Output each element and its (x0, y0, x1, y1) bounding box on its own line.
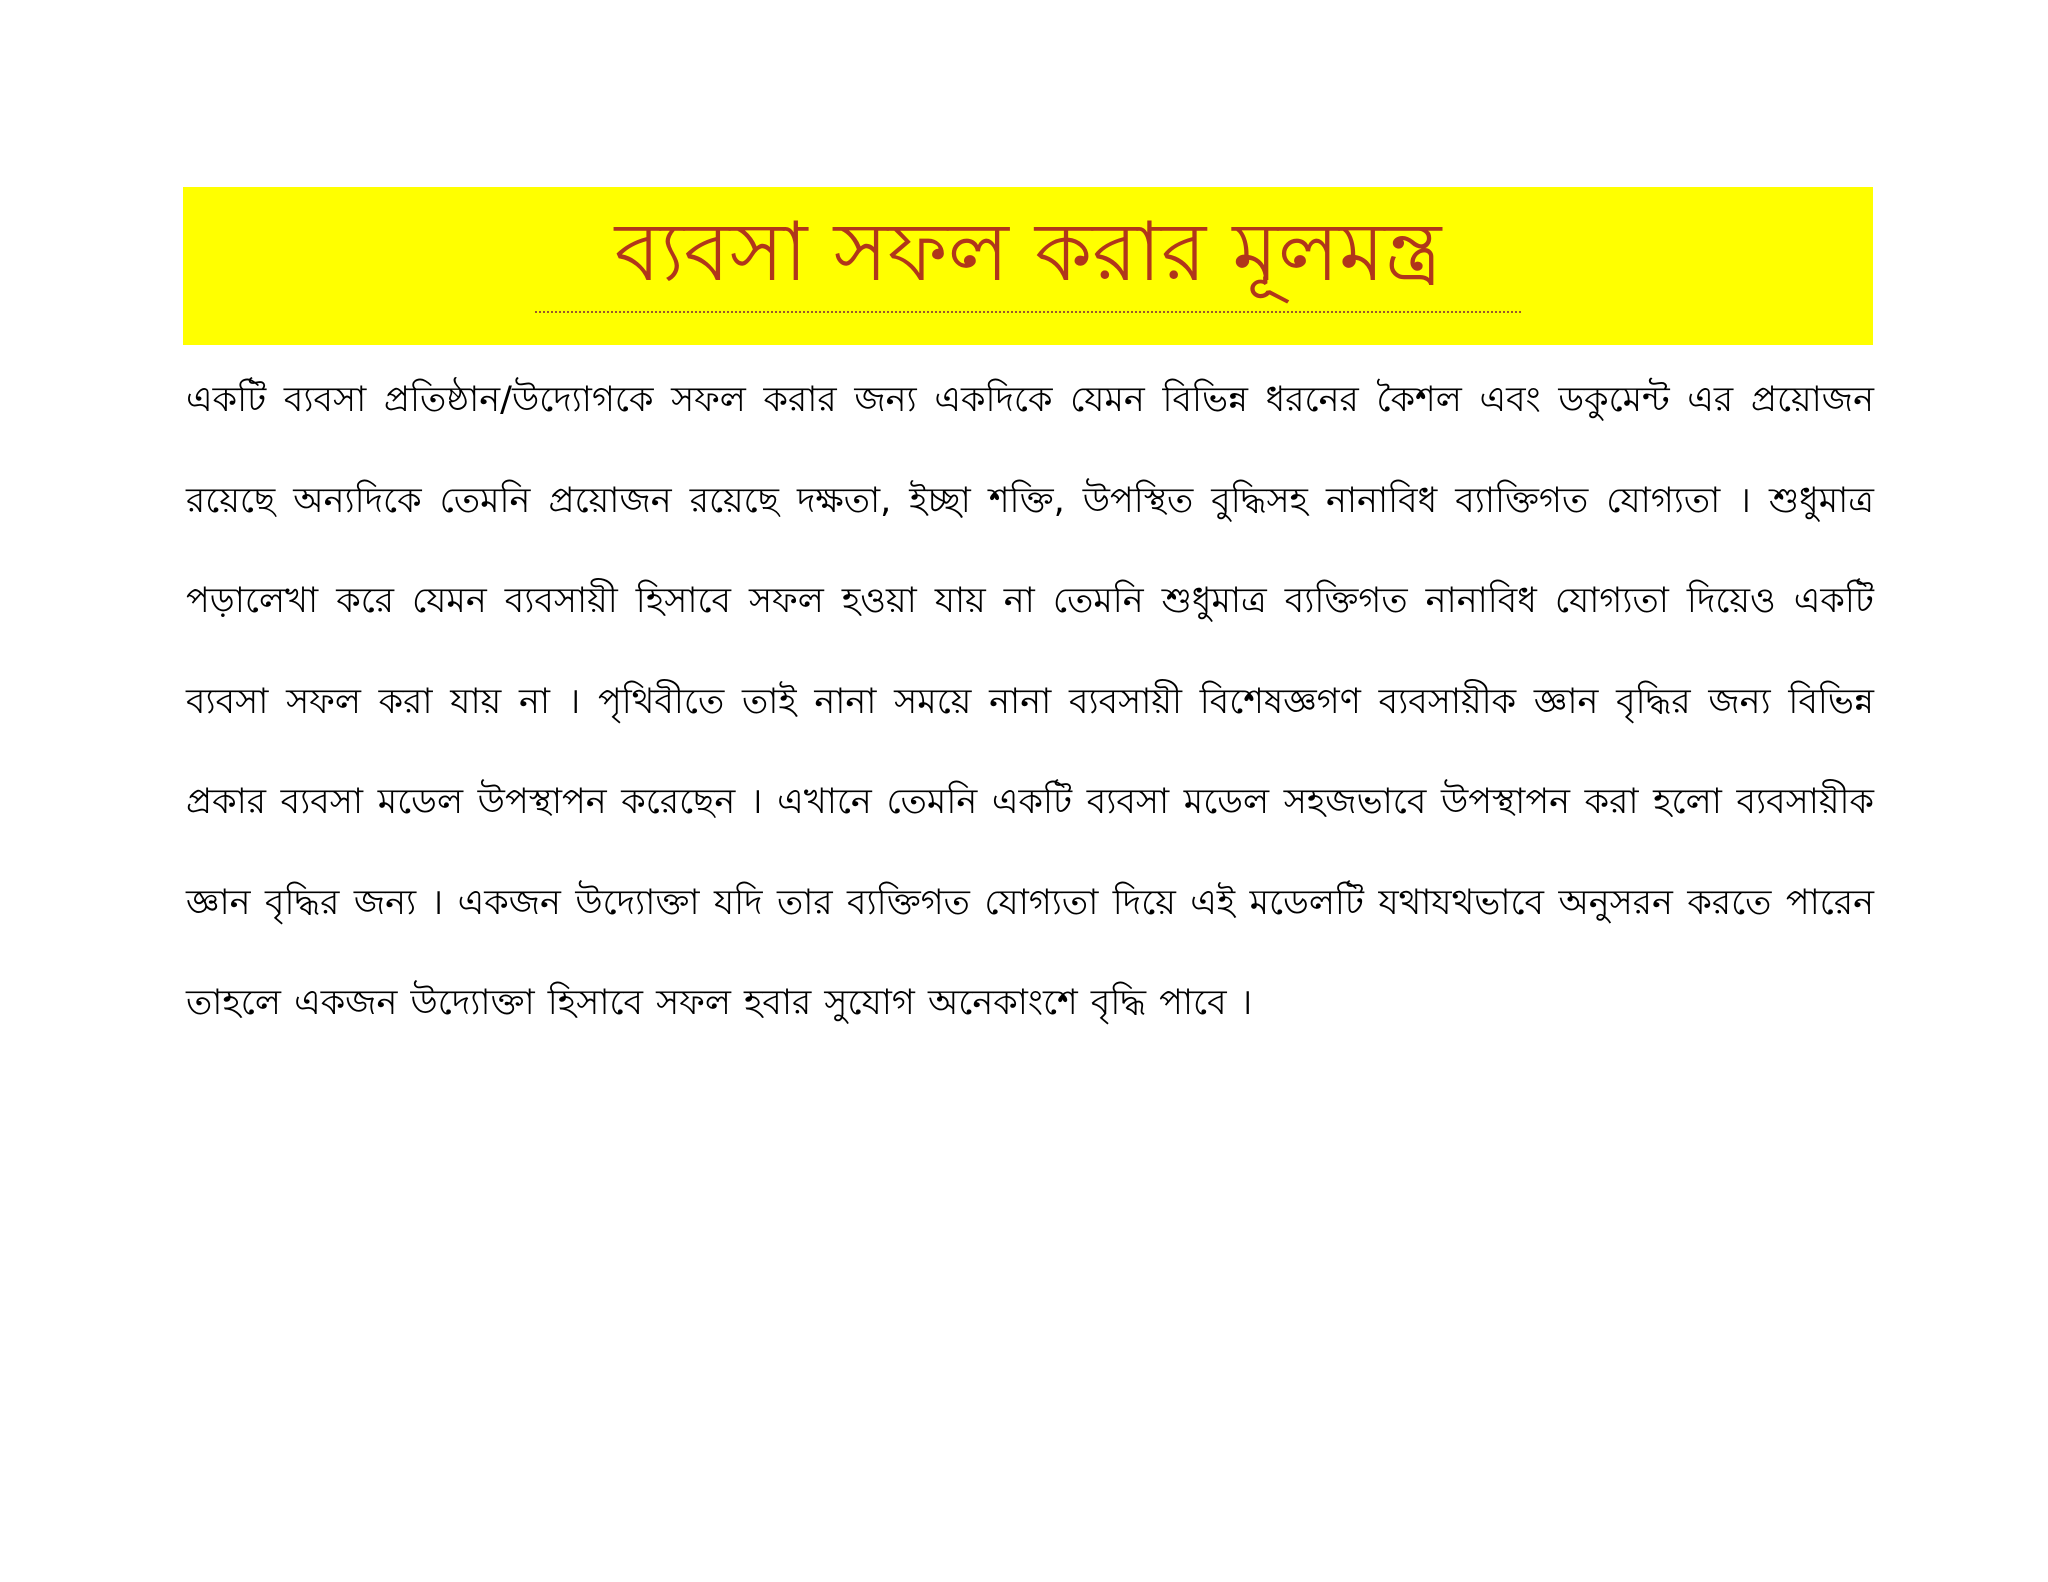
title-banner (183, 187, 1873, 345)
page-title: ব্যবসা সফল করার মূলমন্ত্র (614, 205, 1442, 300)
body-paragraph: একটি ব্যবসা প্রতিষ্ঠান/উদ্যোগকে সফল করার জন্য একদিকে যেমন বিভিন্ন ধরনের কৈশল এবং ডকুমেন্ট এর প্রয়োজন রয়েছে অন্যদিকে তেমনি প্রয়োজন রয়েছে দক্ষতা, ইচ্ছা শক্তি, উপস্থিত বুদ্ধিসহ নানাবিধ ব্যাক্তিগত যোগ্যতা । শুধুমাত্র পড়ালেখা করে যেমন ব্যবসায়ী হিসাবে সফল হওয়া যায় না তেমনি শুধুমাত্র ব্যক্তিগত নানাবিধ যোগ্যতা দিয়েও একটি ব্যবসা সফল করা যায় না । পৃথিবীতে তাই নানা সময়ে নানা ব্যবসায়ী বিশেষজ্ঞগণ ব্যবসায়ীক জ্ঞান বৃদ্ধির জন্য বিভিন্ন প্রকার ব্যবসা মডেল উপস্থাপন করেছেন । এখানে তেমনি একটি ব্যবসা মডেল সহজভাবে উপস্থাপন করা হলো ব্যবসায়ীক জ্ঞান বৃদ্ধির জন্য । একজন উদ্যোক্তা যদি তার ব্যক্তিগত যোগ্যতা দিয়ে এই মডেলটি যথাযথভাবে অনুসরন করতে পারেন তাহলে একজন উদ্যোক্তা হিসাবে সফল হবার সুযোগ অনেকাংশে বৃদ্ধি পাবে । (186, 380, 1874, 1023)
title-underline (535, 311, 1521, 313)
